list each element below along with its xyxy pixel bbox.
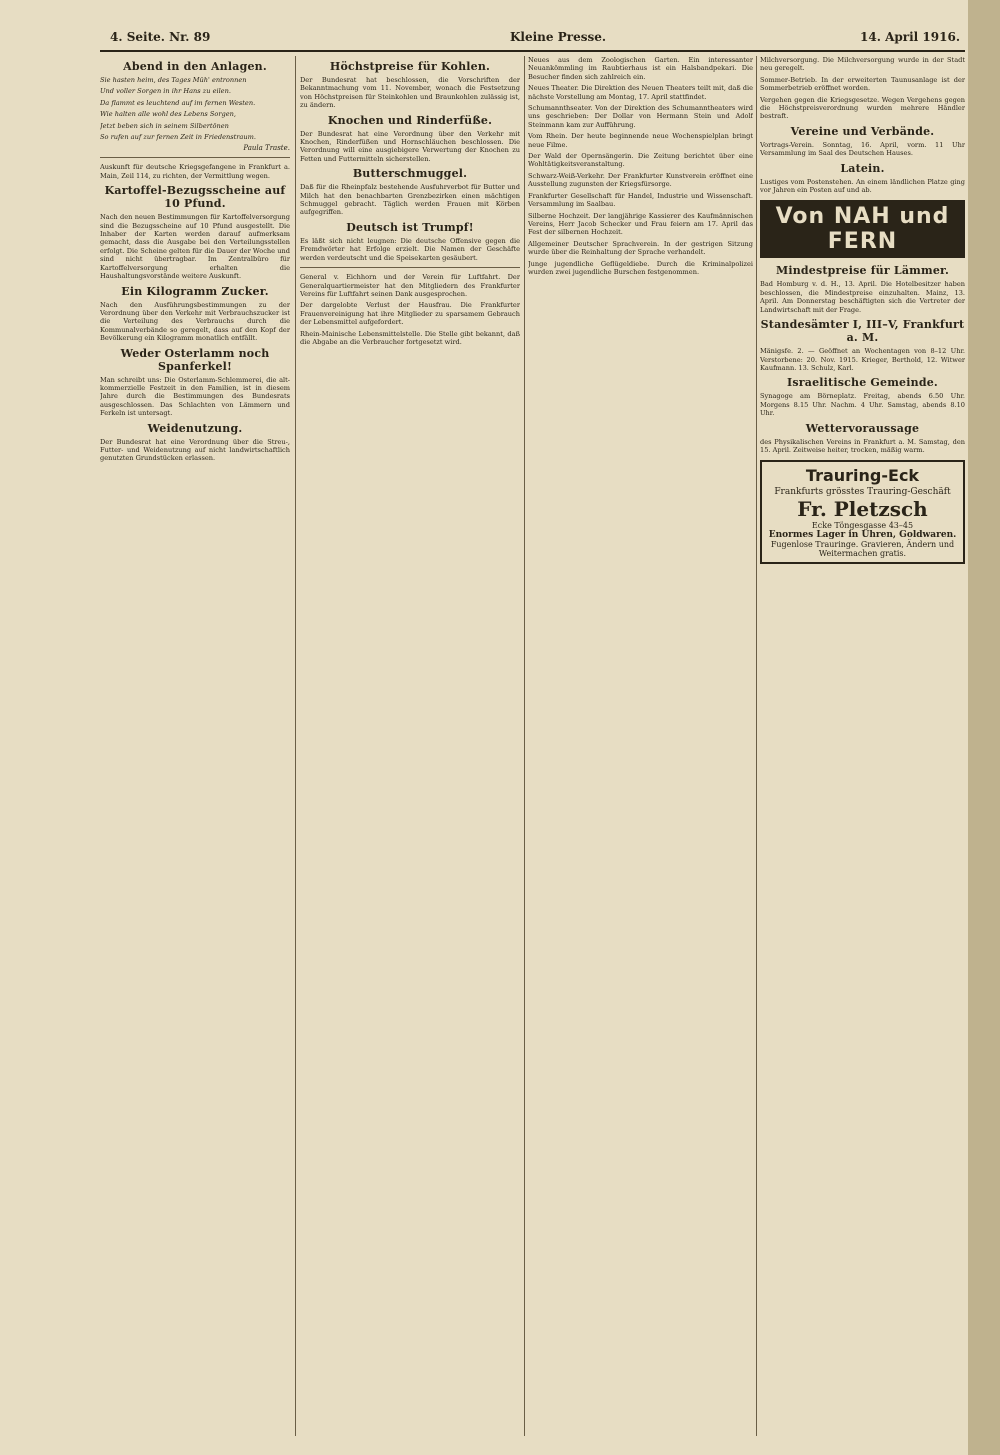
article-text: Man schreibt uns: Die Osterlamm-Schlemmerei, die alt-kommerzielle Festzeit in den Familien, ist in diesem Jahre durch die Bestimmungen des Bundesrats ausgeschlossen. Das Schlachten von Lämmern und Ferkeln ist untersagt. [100, 375, 290, 418]
ad-name: Fr. Pletzsch [797, 497, 928, 522]
divider [100, 157, 290, 158]
article-text: Allgemeiner Deutscher Sprachverein. In der gestrigen Sitzung wurde über die Reinhaltung der Sprache verhandelt. [528, 239, 753, 257]
article-text: des Physikalischen Vereins in Frankfurt a. M. Samstag, den 15. April. Zeitweise heiter, trocken, mäßig warm. [760, 437, 965, 454]
article-text: Synagoge am Börneplatz. Freitag, abends 6.50 Uhr. Morgens 8.15 Uhr. Nachm. 4 Uhr. Samstag, abends 8.10 Uhr. [760, 392, 965, 418]
column-2 [300, 56, 520, 1436]
article-text: Neues Theater. Die Direktion des Neuen Theaters teilt mit, daß die nächste Vorstellung am Montag, 17. April stattfindet. [528, 84, 753, 101]
section-title: Mindestpreise für Lämmer. [775, 264, 950, 278]
article-text: Milchversorgung. Die Milchversorgung wurde in der Stadt neu geregelt. [760, 56, 965, 73]
page-edge [968, 0, 1000, 1455]
header-date: 14. April 1916. [860, 30, 960, 44]
poem-line: Und voller Sorgen in ihr Hans zu eilen. [100, 87, 231, 96]
advertisement [760, 460, 965, 564]
article-text: Schwarz-Weiß-Verkehr. Der Frankfurter Kunstverein eröffnet eine Ausstellung zugunsten der Kriegsfürsorge. [528, 171, 753, 189]
article-text: Schumannthseater. Von der Direktion des Schumanntheaters wird uns geschrieben: Der Dollar von Hermann Stein und Adolf Steinmann kam zur Aufführung. [528, 104, 753, 129]
article-text: General v. Eichhorn und der Verein für Luftfahrt. Der Generalquartiermeister hat den Mitgliedern des Frankfurter Vereins für Luftfahrt seinen Dank ausgesprochen. [300, 273, 520, 298]
article-text: Rhein-Mainische Lebensmittelstelle. Die Stelle gibt bekannt, daß die Abgabe an die Verbraucher fortgesetzt wird. [300, 329, 520, 346]
article-text: Der Bundesrat hat eine Verordnung über den Verkehr mit Knochen, Rinderfüßen und Hornschläuchen beschlossen. Die Verordnung will eine ausgiebigere Verwertung der Knochen zu Fetten und Futtermitteln sicherstellen. [300, 129, 520, 163]
article-text: Nach den Ausführungsbestimmungen zu der Verordnung über den Verkehr mit Verbrauchszucker ist die Verteilung des Verbrauchs durch die Kommunalverbände so geregelt, dass auf den Kopf der Bevölkerung ein Kilogramm monatlich entfällt. [100, 300, 290, 343]
column-divider [756, 56, 757, 1436]
article-text: Vom Rhein. Der heute beginnende neue Wochenspielplan bringt neue Filme. [528, 132, 753, 149]
section-title: Wettervoraussage [805, 421, 920, 435]
ad-slogan: Enormes Lager in Uhren, Goldwaren. [768, 530, 957, 541]
article-text: Nach den neuen Bestimmungen für Kartoffelversorgung sind die Bezugsscheine auf 10 Pfund ausgestellt. Die Inhaber der Karten werden darauf aufmerksam gemacht, dass die Ausgabe bei den Verteilungsstellen erfolgt. Die Scheine gelten für die Dauer der Woche und sind nicht übertragbar. Im Zentralbüro für Kartoffelversorgung erhalten die Haushaltungsvorstände weitere Auskunft. [100, 213, 290, 281]
article-text: Neues aus dem Zoologischen Garten. Ein interessanter Neuankömmling im Raubtierhaus ist ein Halsbandpekari. Die Besucher finden sich zahlreich ein. [528, 56, 753, 81]
poem-signature: Paula Traste. [243, 144, 290, 153]
article-title: Butterschmuggel. [352, 167, 468, 181]
article-text: Es läßt sich nicht leugnen: Die deutsche Offensive gegen die Fremdwörter hat Erfolge erzielt. Die Namen der Geschäfte werden verdeutscht und die Speisekarten gesäubert. [300, 236, 520, 262]
poem-line: So rufen auf zur fernen Zeit in Friedenstraum. [100, 133, 256, 142]
article-text: Der Bundesrat hat beschlossen, die Vorschriften der Bekanntmachung vom 11. November, wonach die Festsetzung von Höchstpreisen für Steinkohlen und Braunkohlen zulässig ist, zu ändern. [300, 76, 520, 110]
ad-footer: Fugenlose Trauringe. Gravieren, Ändern und Weitermachen gratis. [770, 540, 955, 559]
article-text: Silberne Hochzeit. Der langjährige Kassierer des Kaufmännischen Vereins, Herr Jacob Schecker und Frau feiern am 17. April das Fest der silbernen Hochzeit. [528, 211, 753, 237]
column-divider [295, 56, 296, 1436]
column-3 [528, 56, 753, 1436]
section-banner: Von NAH und FERN [760, 200, 965, 258]
ad-tagline: Frankfurts grösstes Trauring-Geschäft [774, 487, 951, 498]
article-title: Weidenutzung. [147, 421, 243, 435]
section-title: Vereine und Verbände. [790, 124, 935, 138]
article-text: Lustiges vom Postenstehen. An einem ländlichen Platze ging vor Jahren ein Posten auf und ab. [760, 177, 965, 195]
article-text: Bad Homburg v. d. H., 13. April. Die Hotelbesitzer haben beschlossen, die Mindestpreise einzuhalten. Mainz, 13. April. Am Donnerstag beschäftigten sich die Vertreter der Landwirtschaft mit der Frage. [760, 280, 965, 314]
article-text: Vortrags-Verein. Sonntag, 16. April, vorm. 11 Uhr Versammlung im Saal des Deutschen Hauses. [760, 140, 965, 158]
article-text: Der dargelobte Verlust der Hausfrau. Die Frankfurter Frauenvereinigung hat ihre Mitglieder zu sparsamem Gebrauch der Lebensmittel aufgefordert. [300, 301, 520, 327]
article-title: Knochen und Rinderfüße. [327, 113, 493, 127]
article-text: Daß für die Rheinpfalz bestehende Ausfuhrverbot für Butter und Milch hat den benachbarten Grenzbezirken einen mächtigen Schmuggel gebracht. Täglich werden Frauen mit Körben aufgegriffen. [300, 183, 520, 217]
ad-title: Trauring-Eck [805, 466, 920, 486]
article-title: Deutsch ist Trumpf! [346, 220, 474, 234]
section-title: Israelitische Gemeinde. [787, 376, 938, 390]
ad-address: Ecke Töngesgasse 43–45 [811, 521, 914, 531]
article-text: Frankfurter Gesellschaft für Handel, Industrie und Wissenschaft. Versammlung im Saalbau. [528, 191, 753, 209]
column-4 [760, 56, 965, 1436]
header-masthead: Kleine Presse. [510, 30, 607, 44]
article-text: Junge jugendliche Geflügeldiebe. Durch die Kriminalpolizei wurden zwei jugendliche Burschen festgenommen. [528, 259, 753, 276]
article-text: Sommer-Betrieb. In der erweiterten Taunusanlage ist der Sommerbetrieb eröffnet worden. [760, 75, 965, 93]
header-rule [100, 50, 965, 52]
poem-line: Wie halten alle wohl des Lebens Sorgen, [100, 110, 236, 119]
article-title: Höchstpreise für Kohlen. [329, 60, 491, 73]
page-header [110, 30, 960, 52]
poem-line: Sie hasten heim, des Tages Müh' entronnen [100, 76, 247, 84]
article-text: Vergehen gegen die Kriegsgesetze. Wegen Vergehens gegen die Höchstpreisverordnung wurden mehrere Händler bestraft. [760, 95, 965, 121]
poem-title: Abend in den Anlagen. [123, 60, 267, 73]
poem-line: Da flammt es leuchtend auf im fernen Westen. [100, 98, 256, 107]
article-title: Kartoffel-Bezugsscheine auf 10 Pfund. [104, 184, 286, 211]
header-page-number: 4. Seite. Nr. 89 [110, 30, 211, 44]
notice-text: Auskunft für deutsche Kriegsgefangene in Frankfurt a. Main, Zeil 114, zu richten, der Vermittlung wegen. [100, 163, 290, 180]
article-text: Der Wald der Opernsängerin. Die Zeitung berichtet über eine Wohltätigkeitsveranstaltung. [528, 152, 753, 169]
section-title: Latein. [840, 161, 885, 175]
section-title: Standesämter I, III–V, Frankfurt a. M. [760, 318, 965, 345]
article-title: Ein Kilogramm Zucker. [121, 284, 269, 298]
article-title: Weder Osterlamm noch Spanferkel! [120, 346, 270, 373]
article-text: Der Bundesrat hat eine Verordnung über die Streu-, Futter- und Weidenutzung auf nicht landwirtschaftlich genutzten Grundstücken erlassen. [100, 437, 290, 463]
poem [100, 76, 290, 141]
column-1 [100, 56, 290, 1436]
article-text: Mänigsfe. 2. — Geöffnet an Wochentagen von 8–12 Uhr. Verstorbene: 20. Nov. 1915. Krieger, Berthold, 12. Witwer Kaufmann. 13. Schulz, Karl. [760, 347, 965, 372]
divider [300, 267, 520, 268]
column-divider [524, 56, 525, 1436]
poem-line: Jetzt beben sich in seinem Silbertönen [100, 121, 229, 130]
